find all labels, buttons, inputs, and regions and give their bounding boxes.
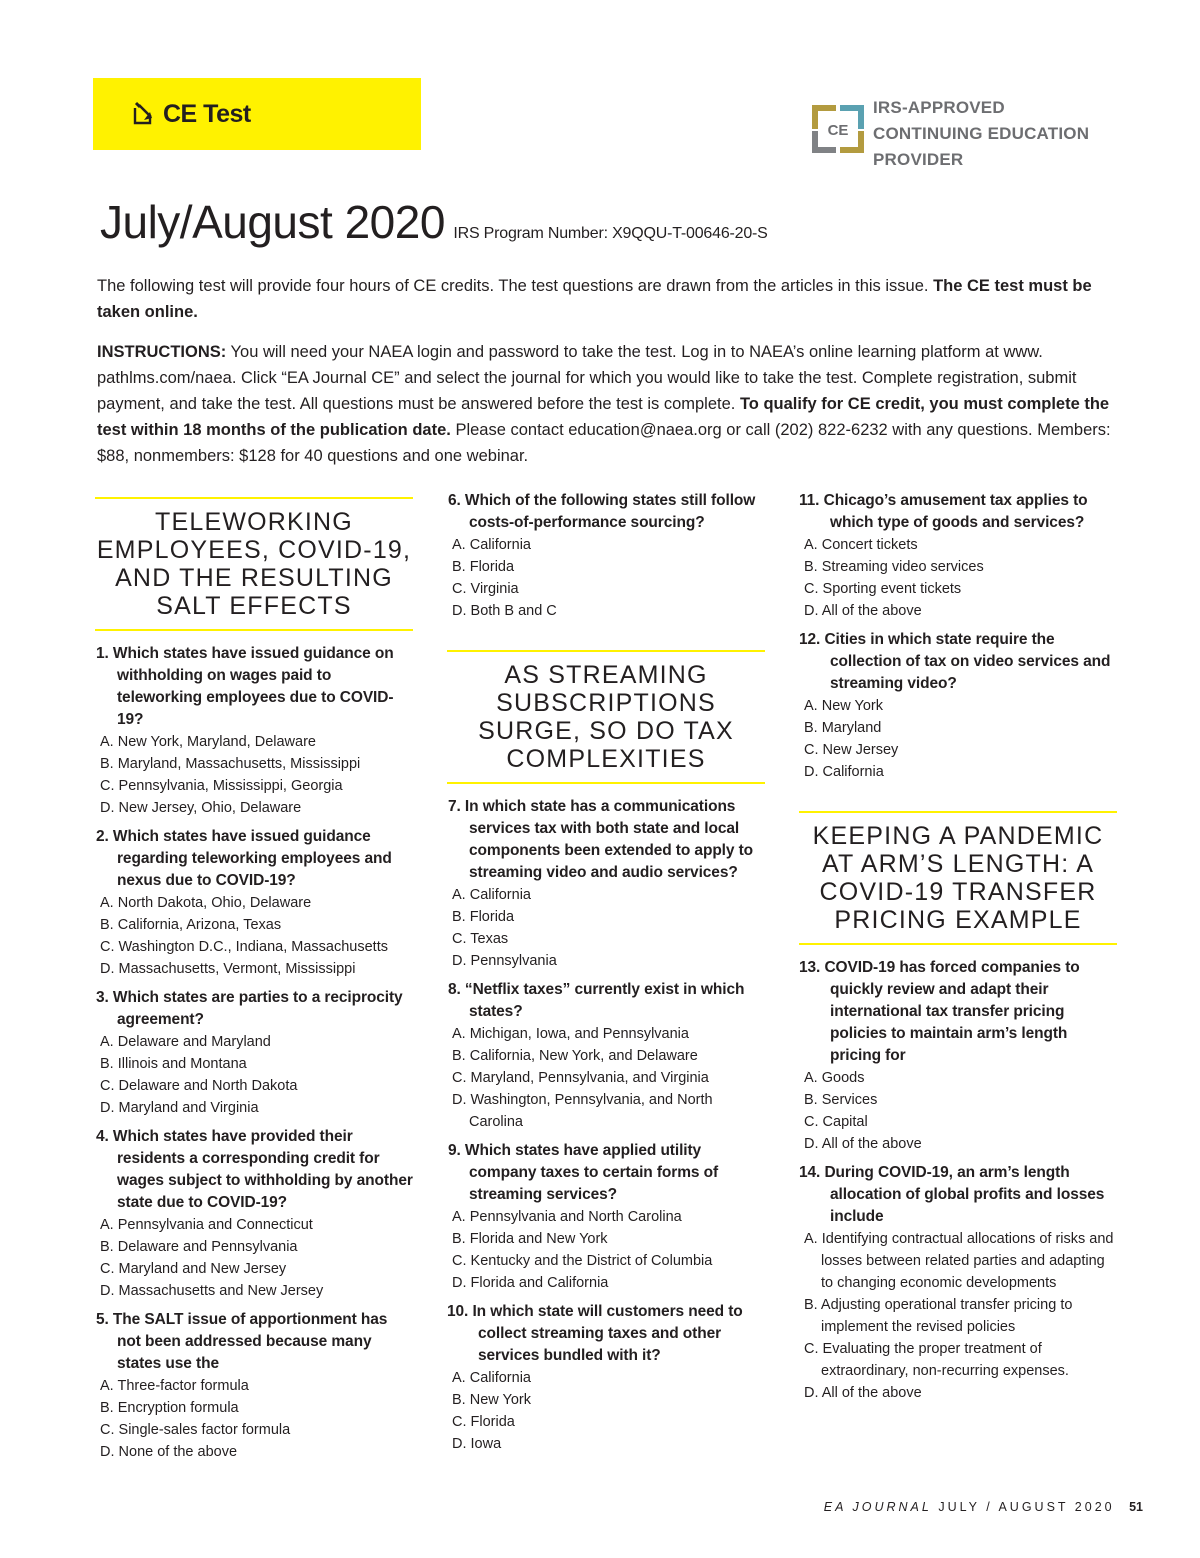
option: A. Concert tickets [804,537,918,553]
option: A. Goods [804,1070,865,1086]
ce-test-banner [93,78,421,150]
instructions-text: You will need your NAEA login and password to take the test. Log in to NAEA’s online learning platform at www. pathlms.com/naea. Click “EA Journal CE” and select the journal for which you would like to take the test. Complete registration, submit payment, and take the test. All questions must be answered before the test is complete. [97,343,1077,413]
section-heading-streaming: AS STREAMING SUBSCRIPTIONS SURGE, SO DO TAX COMPLEXITIES [447,650,765,784]
issue-date: July/August 2020 [100,196,445,248]
option: D. All of the above [804,603,922,619]
option: C. Single-sales factor formula [100,1422,291,1438]
pencil-square-icon [131,101,157,127]
option: D. Both B and C [452,603,557,619]
option: B. Illinois and Montana [100,1056,247,1072]
question-13: 13. COVID-19 has forced companies to quickly review and adapt their international tax transfer pricing policies to maintain arm’s length pricing for [799,959,1080,1064]
instructions-tail: Please contact education@naea.org or call (202) 822-6232 with any questions. Members: $88, nonmembers: $128 for 40 questions and one webinar. [97,421,1111,465]
option: C. Florida [452,1414,515,1430]
page-footer [824,1500,1143,1514]
question-7: 7. In which state has a communications services tax with both state and local components been extended to apply to streaming video and audio services? [448,798,754,881]
option: A. Identifying contractual allocations of risks and losses between related parties and adapting to changing economic developments [804,1231,1114,1291]
option: D. Iowa [452,1436,502,1452]
option: C. Texas [452,931,509,947]
column-1 [95,490,413,1470]
question-8-options [447,1023,765,1133]
intro-p1-bold: The CE test must be taken online. [97,277,1092,321]
option: D. Massachusetts and New Jersey [100,1283,324,1299]
option: A. Pennsylvania and Connecticut [100,1217,313,1233]
question-2-options [95,892,413,980]
ce-provider-logo-icon [810,103,866,155]
option: D. Pennsylvania [452,953,557,969]
question-12: 12. Cities in which state require the collection of tax on video services and streaming video? [799,631,1111,692]
question-6: 6. Which of the following states still follow costs-of-performance sourcing? [448,492,756,531]
option: C. Pennsylvania, Mississippi, Georgia [100,778,343,794]
option: D. California [804,764,884,780]
irs-logo-text [873,95,1089,173]
irs-approved-logo [810,95,1120,175]
option: B. California, Arizona, Texas [100,917,282,933]
question-13-options [799,1067,1117,1155]
option: C. Maryland and New Jersey [100,1261,287,1277]
option: A. New York, Maryland, Delaware [100,734,316,750]
option: B. Services [804,1092,878,1108]
option: A. New York [804,698,883,714]
issue-title [100,195,768,249]
ce-test-label: CE Test [163,99,251,128]
instructions-label: INSTRUCTIONS: [97,343,227,361]
question-4-options [95,1214,413,1302]
option: C. New Jersey [804,742,899,758]
option: B. Maryland, Massachusetts, Mississippi [100,756,361,772]
intro-p1-text: The following test will provide four hours of CE credits. The test questions are drawn from the articles in this issue. [97,277,934,295]
question-5: 5. The SALT issue of apportionment has not been addressed because many states use the [96,1311,388,1372]
question-9-options [447,1206,765,1294]
question-6-options [447,534,765,622]
question-3: 3. Which states are parties to a reciprocity agreement? [96,989,403,1028]
option: A. California [452,887,531,903]
option: C. Washington D.C., Indiana, Massachusetts [100,939,388,955]
option: B. Streaming video services [804,559,984,575]
question-3-options [95,1031,413,1119]
option: B. Encryption formula [100,1400,239,1416]
intro-text [97,273,1127,483]
option: A. California [452,1370,531,1386]
irs-program-number: IRS Program Number: X9QQU-T-00646-20-S [453,225,768,242]
option: D. All of the above [804,1385,922,1401]
option: C. Delaware and North Dakota [100,1078,298,1094]
question-7-options [447,884,765,972]
option: D. Maryland and Virginia [100,1100,259,1116]
option: B. New York [452,1392,531,1408]
option: B. California, New York, and Delaware [452,1048,698,1064]
option: A. Pennsylvania and North Carolina [452,1209,682,1225]
footer-publication: EA JOURNAL [823,1500,932,1514]
question-14: 14. During COVID-19, an arm’s length allocation of global profits and losses include [799,1164,1105,1225]
option: A. Michigan, Iowa, and Pennsylvania [452,1026,689,1042]
question-8: 8. “Netflix taxes” currently exist in which states? [448,981,745,1020]
option: A. California [452,537,531,553]
question-4: 4. Which states have provided their residents a corresponding credit for wages subject to withholding by another state due to COVID-19? [96,1128,413,1211]
footer-date: JULY / AUGUST 2020 [938,1500,1115,1514]
question-11-options [799,534,1117,622]
option: C. Evaluating the proper treatment of extraordinary, non-recurring expenses. [804,1341,1069,1379]
option: B. Florida and New York [452,1231,608,1247]
option: C. Kentucky and the District of Columbia [452,1253,713,1269]
question-9: 9. Which states have applied utility company taxes to certain forms of streaming services? [448,1142,719,1203]
option: C. Virginia [452,581,519,597]
option: D. Massachusetts, Vermont, Mississippi [100,961,356,977]
option: D. None of the above [100,1444,238,1460]
question-14-options [799,1228,1117,1404]
question-1: 1. Which states have issued guidance on withholding on wages paid to teleworking employees due to COVID-19? [96,645,394,728]
option: A. Three-factor formula [100,1378,249,1394]
instructions-paragraph [97,339,1127,469]
option: C. Maryland, Pennsylvania, and Virginia [452,1070,709,1086]
question-10: 10. In which state will customers need to collect streaming taxes and other services bundled with it? [447,1303,743,1364]
column-3 [799,490,1117,1411]
section-heading-teleworking: TELEWORKING EMPLOYEES, COVID-19, AND THE RESULTING SALT EFFECTS [95,497,413,631]
intro-paragraph-1 [97,273,1127,325]
ce-logo-mark-text: CE [827,122,849,139]
column-2 [447,490,765,1462]
option: D. Washington, Pennsylvania, and North Carolina [452,1092,713,1130]
option: D. Florida and California [452,1275,609,1291]
option: C. Capital [804,1114,868,1130]
option: B. Florida [452,909,515,925]
option: D. All of the above [804,1136,922,1152]
option: B. Adjusting operational transfer pricing to implement the revised policies [804,1297,1073,1335]
instructions-bold: To qualify for CE credit, you must complete the test within 18 months of the publication date. [97,395,1110,439]
option: A. Delaware and Maryland [100,1034,271,1050]
question-1-options [95,731,413,819]
irs-logo-line-2: CONTINUING EDUCATION [873,124,1090,143]
option: B. Maryland [804,720,882,736]
question-11: 11. Chicago’s amusement tax applies to which type of goods and services? [799,492,1088,531]
section-heading-transfer-pricing: KEEPING A PANDEMIC AT ARM’S LENGTH: A COVID-19 TRANSFER PRICING EXAMPLE [799,811,1117,945]
option: C. Sporting event tickets [804,581,962,597]
page-number: 51 [1129,1500,1143,1514]
question-5-options [95,1375,413,1463]
option: B. Florida [452,559,515,575]
question-2: 2. Which states have issued guidance regarding teleworking employees and nexus due to COVID-19? [96,828,392,889]
question-12-options [799,695,1117,783]
irs-logo-line-1: IRS-APPROVED [873,98,1005,117]
question-10-options [447,1367,765,1455]
option: B. Delaware and Pennsylvania [100,1239,298,1255]
option: D. New Jersey, Ohio, Delaware [100,800,302,816]
irs-logo-line-3: PROVIDER [873,150,964,169]
option: A. North Dakota, Ohio, Delaware [100,895,312,911]
